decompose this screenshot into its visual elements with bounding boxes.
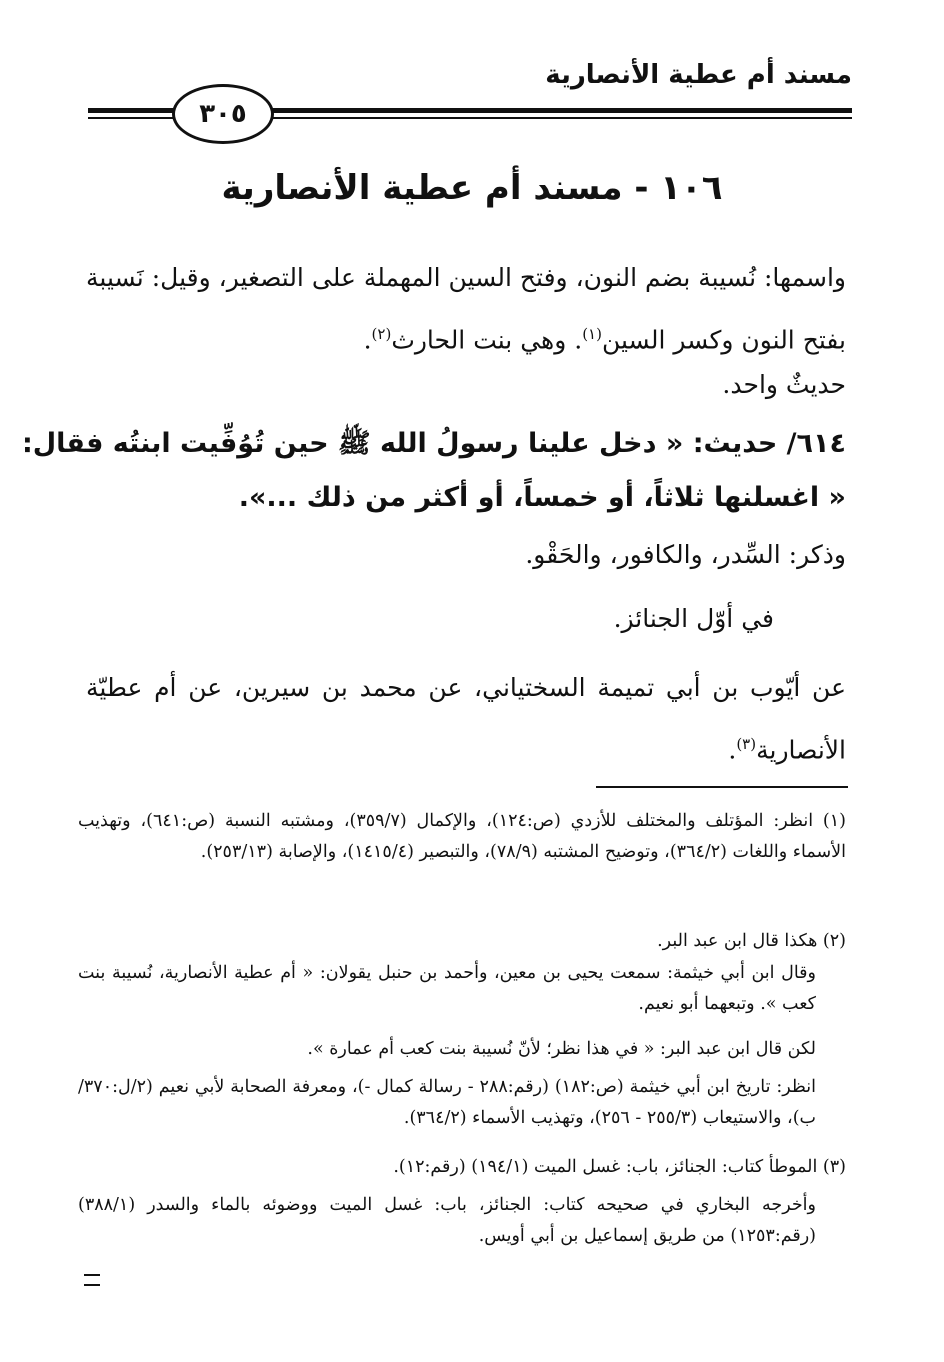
page-end-mark [84,1274,100,1286]
intro-paragraph [86,250,846,368]
hadith-location: في أوّل الجنائز. [613,604,774,633]
footnote-ref-1[interactable]: (١) [582,325,602,343]
footnote-ref-3[interactable]: (٣) [736,735,757,753]
footnote-2-quote: وقال ابن أبي خيثمة: سمعت يحيى بن معين، وأحمد بن حنبل يقولان: « أم عطية الأنصارية، نُسيبة بنت كعب ». وتبعهما أبو نعيم. [78,963,816,1014]
hadith-line-2: « اغسلنها ثلاثاً، أو خمساً، أو أكثر من ذلك ...». [238,482,846,513]
footnote-separator [596,786,848,788]
footnote-3: (٣) الموطأ كتاب: الجنائز، باب: غسل الميت (١٩٤/١) (رقم:١٢). [393,1157,846,1177]
hadith-mention: وذكر: السِّدر، والكافور، والحَقْو. [525,540,846,569]
running-header-title: مسند أم عطية الأنصارية [545,60,852,90]
chapter-title: ١٠٦ - مسند أم عطية الأنصارية [221,168,723,208]
chain-end: . [728,735,737,765]
intro-tail: . وهي بنت الحارث [391,325,583,355]
chain-text: عن أيّوب بن أبي تميمة السختياني، عن محمد بن سيرين، عن أم عطيّة الأنصارية [86,673,846,765]
footnote-3-bukhari: وأخرجه البخاري في صحيحه كتاب: الجنائز، باب: غسل الميت ووضوئه بالماء والسدر (٣٨٨/١) (رقم:١٢٥٣) من طريق إسماعيل بن أبي أويس. [78,1195,816,1246]
hadith-count: حديثٌ واحد. [722,370,846,399]
intro-end: . [363,325,372,355]
intro-text: واسمها: نُسيبة بضم النون، وفتح السين المهملة على التصغير، وقيل: نَسيبة بفتح النون وكسر السين [86,263,846,355]
hadith-line-1: ٦١٤/ حديث: « دخل علينا رسولُ الله ﷺ حين تُوُفِّيت ابنتُه فقال: [21,428,846,459]
footnote-2: (٢) هكذا قال ابن عبد البر. [657,931,846,951]
chain-paragraph [86,660,846,778]
page-number: ٣٠٥ [172,84,274,144]
footnote-ref-2[interactable]: (٢) [371,325,392,343]
footnote-1: (١) انظر: المؤتلف والمختلف للأزدي (ص:١٢٤)، والإكمال (٣٥٩/٧)، ومشتبه النسبة (ص:٦٤١)، وتهذيب الأسماء واللغات (٣٦٤/٢)، وتوضيح المشتبه (٧٨/٩)، والتبصير (١٤١٥/٤)، والإصابة (٢٥٣/١٣). [78,811,846,862]
footnote-2-sources: انظر: تاريخ ابن أبي خيثمة (ص:١٨٢) (رقم:٢٨٨ - رسالة كمال -)، ومعرفة الصحابة لأبي نعيم (٢/ل:٣٧٠/ب)، والاستيعاب (٢٥٥/٣ - ٢٥٦)، وتهذيب الأسماء (٣٦٤/٢). [78,1077,816,1128]
footnote-2-critique: لكن قال ابن عبد البر: « في هذا نظر؛ لأنّ نُسيبة بنت كعب أم عمارة ». [307,1039,816,1059]
